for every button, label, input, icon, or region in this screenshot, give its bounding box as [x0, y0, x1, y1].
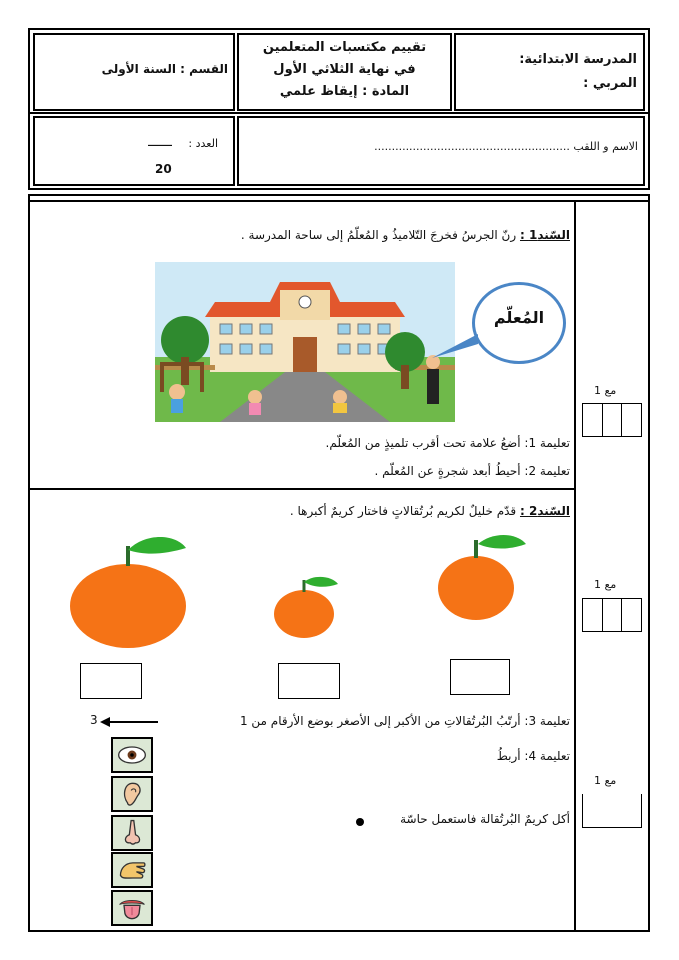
score-cell	[33, 116, 235, 186]
sense-nose-card[interactable]	[111, 815, 153, 851]
criterion3-score-box[interactable]	[582, 794, 642, 828]
teacher-label: المربي :	[583, 76, 637, 91]
doc1-body: رنّ الجرسُ فخرجَ التّلاميذُ و المُعلّمُ إلى ساحة المدرسة .	[240, 228, 517, 242]
left-arrow-icon	[100, 716, 160, 728]
orange-small	[270, 572, 342, 640]
criterion1-label: مع 1	[594, 384, 617, 397]
school-scene-illustration	[155, 262, 455, 422]
criterion2-label: مع 1	[594, 578, 617, 591]
eye-icon	[113, 739, 151, 771]
instruction1-text: تعليمة 1: أضعُ علامة تحت أقرب تلميذٍ من المُعلّم.	[325, 436, 570, 450]
rank-box-large[interactable]	[80, 663, 142, 699]
arrow-number: 3	[90, 713, 98, 727]
body-inner-line	[28, 200, 650, 202]
bubble-pointer	[430, 330, 480, 360]
orange-large	[66, 528, 190, 650]
sense-ear-card[interactable]	[111, 776, 153, 812]
sense-eye-card[interactable]	[111, 737, 153, 773]
doc2-title: السّند2 :	[519, 504, 570, 518]
doc2-text	[220, 504, 570, 518]
school-label: المدرسة الابتدائية:	[519, 52, 637, 67]
doc1-text	[170, 228, 570, 242]
school-cell	[454, 33, 645, 111]
section-divider	[28, 488, 576, 490]
instruction4-text: تعليمة 4: أربطُ	[496, 749, 570, 763]
tongue-icon	[113, 892, 151, 924]
score-total: 20	[155, 162, 172, 176]
hand-icon	[113, 854, 151, 886]
sense-tongue-card[interactable]	[111, 890, 153, 926]
criteria-column-line	[574, 200, 576, 932]
sense-hand-card[interactable]	[111, 852, 153, 888]
sentence-text: أكل كريمٌ البُرتُقالة فاستعمل حاسّة	[400, 812, 570, 826]
criterion1-score-boxes[interactable]	[582, 403, 642, 437]
title-line2: في نهاية الثلاثي الأول	[273, 62, 416, 77]
ear-icon	[113, 778, 151, 810]
teacher-bubble-label: المُعلّم	[493, 308, 545, 327]
instruction3-text: تعليمة 3: أرتّبُ البُرتُقالاتِ من الأكبر إلى الأصغر بوضع الأرقام من 1	[239, 714, 570, 728]
rank-box-small[interactable]	[278, 663, 340, 699]
score-dash: ____	[148, 132, 172, 146]
criterion2-score-boxes[interactable]	[582, 598, 642, 632]
name-label: الاسم و اللقب ........................................................	[374, 140, 638, 153]
title-line1: تقييم مكتسبات المتعلمين	[262, 40, 427, 55]
rank-box-medium[interactable]	[450, 659, 510, 695]
criterion3-label: مع 1	[594, 774, 617, 787]
orange-medium	[434, 530, 530, 622]
score-label: العدد :	[188, 137, 218, 150]
title-line3: المادة : إيقاظ علمي	[279, 84, 410, 99]
instruction2-text: تعليمة 2: أحيطُ أبعد شجرةٍ عن المُعلّم .	[374, 464, 570, 478]
doc2-body: قدّم خليلٌ لكريم بُرتُقالاتٍ فاختار كريمٌ أكبرها .	[289, 504, 517, 518]
class-label: القسم : السنة الأولى	[101, 62, 228, 76]
doc1-title: السّند1 :	[519, 228, 570, 242]
nose-icon	[113, 817, 151, 849]
connect-dot[interactable]	[356, 818, 364, 826]
header-divider	[28, 112, 650, 114]
